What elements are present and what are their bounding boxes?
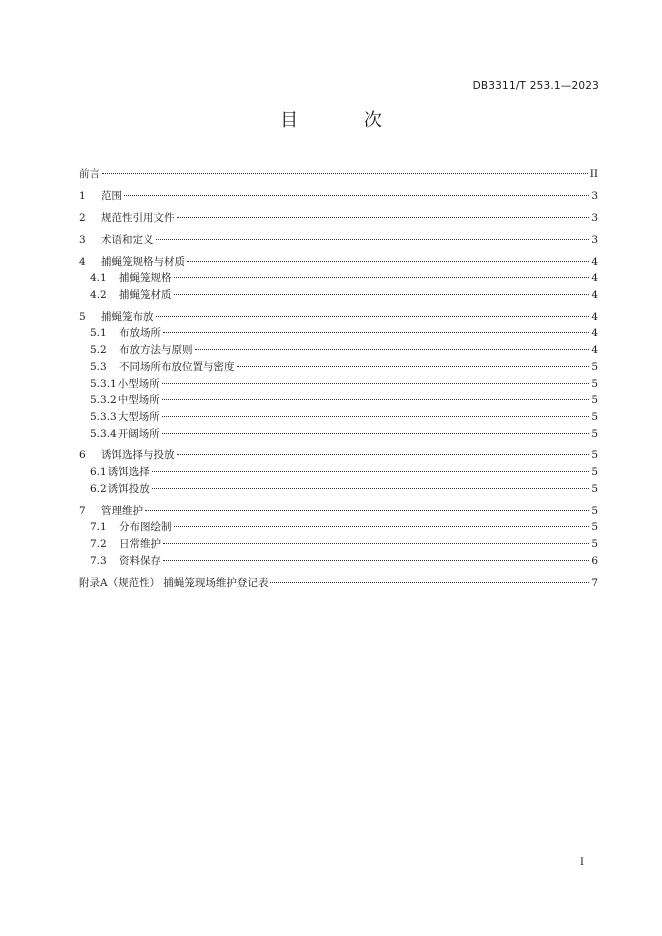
toc-entry-number: 4.1: [90, 272, 107, 285]
toc-leader-dots: [163, 332, 589, 333]
toc-leader-dots: [195, 349, 590, 350]
toc-entry-title: 布放场所: [119, 327, 161, 340]
toc-entry-page: 4: [591, 288, 598, 301]
toc-entry-title: 管理维护: [101, 504, 143, 517]
document-code: DB3311/T 253.1—2023: [472, 80, 599, 92]
toc-leader-dots: [270, 582, 589, 583]
toc-entry-page: II: [589, 168, 598, 180]
toc-entry[interactable]: [79, 481, 598, 498]
toc-entry-number: 6.1: [90, 466, 107, 479]
toc-entry-title: 规范性引用文件: [101, 211, 175, 224]
toc-entry-page: 5: [591, 360, 598, 373]
toc-leader-dots: [237, 366, 590, 367]
toc-leader-dots: [162, 433, 590, 434]
toc-entry-title: 分布图绘制: [119, 521, 172, 534]
toc-leader-dots: [163, 560, 589, 561]
toc-leader-dots: [162, 416, 590, 417]
toc-leader-dots: [124, 195, 589, 196]
toc-entry-number: 5.3.2: [90, 394, 117, 407]
toc-entry[interactable]: [79, 232, 598, 249]
page-number: I: [580, 857, 584, 868]
toc-entry-number: 5.2: [90, 344, 107, 357]
toc-entry-page: 5: [591, 482, 598, 495]
toc-entry[interactable]: [79, 254, 598, 271]
toc-entry[interactable]: [79, 392, 598, 409]
toc-entry-page: 5: [591, 538, 598, 551]
toc-entry-title: 捕蝇笼规格与材质: [101, 255, 185, 268]
toc-entry-title: 捕蝇笼布放: [101, 310, 154, 323]
toc-entry-number: 6: [79, 449, 86, 462]
toc-entry[interactable]: [79, 575, 598, 592]
toc-entry-page: 4: [591, 272, 598, 285]
toc-entry-page: 3: [591, 233, 598, 246]
toc-entry[interactable]: [79, 270, 598, 287]
toc-entry-page: 5: [591, 466, 598, 479]
toc-entry-number: 7.3: [90, 554, 107, 567]
toc-entry-title: 布放方法与原则: [119, 344, 193, 357]
toc-entry-title: 中型场所: [117, 394, 160, 407]
toc-entry[interactable]: [79, 325, 598, 342]
toc-entry[interactable]: [79, 309, 598, 326]
toc-entry-page: 4: [591, 255, 598, 268]
toc-entry-page: 7: [591, 576, 598, 589]
toc-entry-number: 3: [79, 233, 86, 246]
toc-leader-dots: [156, 239, 590, 240]
toc-entry-title: 诱饵选择与投放: [101, 449, 175, 462]
toc-entry-title: 不同场所布放位置与密度: [119, 360, 235, 373]
toc-entry-title: 术语和定义: [101, 233, 154, 246]
toc-entry-title: 捕蝇笼材质: [119, 288, 172, 301]
toc-entry[interactable]: [79, 447, 598, 464]
toc-entry-page: 6: [591, 554, 598, 567]
toc-entry-title: 日常维护: [119, 538, 161, 551]
toc-entry-number: 5.3.4: [90, 427, 117, 440]
toc-entry-number: 7.1: [90, 521, 107, 534]
toc-leader-dots: [152, 471, 590, 472]
toc-entry-page: 5: [591, 410, 598, 423]
toc-leader-dots: [174, 294, 590, 295]
toc-entry[interactable]: [79, 553, 598, 570]
toc-entry[interactable]: [79, 359, 598, 376]
toc-entry-number: 2: [79, 211, 86, 224]
toc-entry-title: 附录A（规范性） 捕蝇笼现场维护登记表: [79, 576, 269, 589]
toc-entry-title: 小型场所: [117, 377, 160, 390]
toc-entry[interactable]: [79, 166, 598, 183]
toc-leader-dots: [163, 543, 589, 544]
toc-entry-number: 5.3: [90, 360, 107, 373]
toc-entry-title: 诱饵投放: [107, 482, 150, 495]
toc-entry-number: 4.2: [90, 288, 107, 301]
toc-entry-title: 前言: [79, 168, 100, 180]
toc-entry-number: 5: [79, 310, 86, 323]
toc-entry[interactable]: [79, 536, 598, 553]
toc-entry-title: 大型场所: [117, 410, 160, 423]
toc-entry-page: 3: [591, 211, 598, 224]
table-of-contents: [79, 166, 598, 591]
toc-entry-title: 捕蝇笼规格: [119, 272, 172, 285]
toc-entry-title: 资料保存: [119, 554, 161, 567]
toc-entry[interactable]: [79, 409, 598, 426]
toc-entry[interactable]: [79, 376, 598, 393]
toc-leader-dots: [145, 510, 589, 511]
toc-entry-page: 4: [591, 310, 598, 323]
toc-leader-dots: [156, 316, 590, 317]
toc-entry-page: 4: [591, 327, 598, 340]
toc-entry-number: 7: [79, 504, 86, 517]
toc-entry-title: 开阔场所: [117, 427, 160, 440]
toc-entry-number: 5.1: [90, 327, 107, 340]
toc-entry-number: 5.3.1: [90, 377, 117, 390]
toc-entry-number: 4: [79, 255, 86, 268]
toc-entry-title: 范围: [101, 189, 122, 202]
toc-leader-dots: [162, 383, 590, 384]
toc-entry-page: 3: [591, 189, 598, 202]
toc-leader-dots: [162, 399, 590, 400]
toc-leader-dots: [174, 526, 590, 527]
toc-entry-page: 5: [591, 504, 598, 517]
toc-entry-page: 5: [591, 427, 598, 440]
toc-entry-number: 6.2: [90, 482, 107, 495]
toc-entry[interactable]: [79, 464, 598, 481]
toc-entry-page: 5: [591, 521, 598, 534]
toc-entry[interactable]: [79, 342, 598, 359]
toc-leader-dots: [187, 261, 589, 262]
toc-entry[interactable]: [79, 287, 598, 304]
toc-entry-title: 诱饵选择: [107, 466, 150, 479]
toc-leader-dots: [177, 454, 590, 455]
toc-leader-dots: [102, 173, 588, 174]
toc-leader-dots: [152, 488, 590, 489]
toc-title: 目 次: [280, 110, 412, 131]
toc-entry-page: 5: [591, 394, 598, 407]
toc-entry-page: 4: [591, 344, 598, 357]
toc-entry-number: 7.2: [90, 538, 107, 551]
toc-entry[interactable]: [79, 426, 598, 443]
toc-entry[interactable]: [79, 503, 598, 520]
toc-entry[interactable]: [79, 210, 598, 227]
toc-entry-page: 5: [591, 449, 598, 462]
toc-entry[interactable]: [79, 519, 598, 536]
toc-entry-number: 5.3.3: [90, 410, 117, 423]
toc-entry-page: 5: [591, 377, 598, 390]
toc-entry[interactable]: [79, 188, 598, 205]
toc-entry-number: 1: [79, 189, 86, 202]
toc-leader-dots: [174, 277, 590, 278]
toc-leader-dots: [177, 217, 590, 218]
